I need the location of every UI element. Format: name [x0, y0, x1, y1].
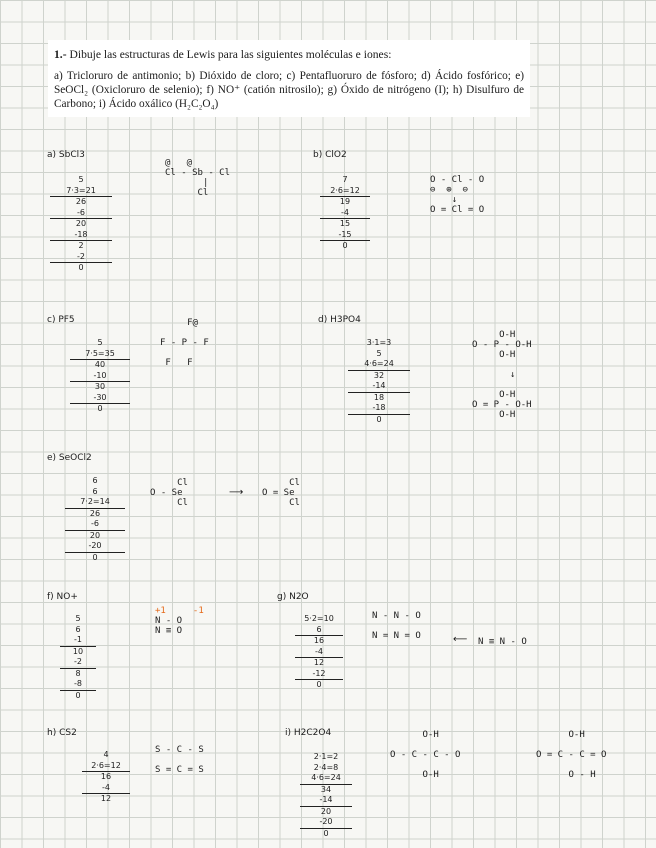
lewis-i2: O-H O = C - C = O O - H [536, 730, 607, 780]
calc-f: 5 6 -1 10 -2 8 -8 0 [60, 614, 96, 701]
lewis-e2: Cl O = Se Cl [262, 478, 300, 508]
lewis-g3: N ≡ N - O [478, 637, 527, 647]
label-a: a) SbCl3 [47, 150, 85, 160]
calc-i: 2·1=2 2·4=8 4·6=24 34 -14 20 -20 0 [300, 752, 352, 839]
lewis-f: +1 -1 N - O N ≡ O [155, 606, 204, 636]
calc-e: 6 6 7·2=14 26 -6 20 -20 0 [65, 476, 125, 563]
lewis-c: F@ F - P - F F F [160, 318, 209, 368]
problem-body: a) Tricloruro de antimonio; b) Dióxido de cloro; c) Pentafluoruro de fósforo; d) Ácido fosfórico; e) SeOCl₂ (Oxicloruro de selenio); f) NO⁺ (catión nitrosilo); g) Óxido de nitrógeno (I); h) Disulfuro de Carbono; i) Ácido oxálico (H₂C₂O₄) [54, 69, 524, 111]
calc-b: 7 2·6=12 19 -4 15 -15 0 [320, 175, 370, 252]
lewis-i1: O-H O - C - C - O O-H [390, 730, 461, 780]
resonance-arrow-g: ⟵ [453, 634, 468, 645]
lewis-e1: Cl O - Se Cl [150, 478, 188, 508]
calc-d: 3·1=3 5 4·6=24 32 -14 18 -18 0 [348, 338, 410, 425]
calc-a: 5 7·3=21 26 -6 20 -18 2 -2 0 [50, 175, 112, 274]
calc-h: 4 2·6=12 16 -4 12 [82, 750, 130, 805]
problem-title: 1.- Dibuje las estructuras de Lewis para las siguientes moléculas e iones: [54, 48, 392, 61]
label-h: h) CS2 [47, 728, 77, 738]
resonance-arrow-e: ⟶ [229, 487, 244, 498]
problem-statement [48, 40, 530, 117]
label-e: e) SeOCl2 [47, 453, 92, 463]
lewis-b: O - Cl - O ⊖ ⊕ ⊖ ↓ O = Cl = O [430, 175, 485, 215]
label-i: i) H2C2O4 [285, 728, 332, 738]
lewis-g: N - N - O N = N = O [372, 611, 421, 641]
label-f: f) NO+ [47, 592, 78, 602]
label-d: d) H3PO4 [318, 315, 361, 325]
lewis-a: @ @ Cl - Sb - Cl | Cl [165, 158, 231, 198]
label-b: b) ClO2 [313, 150, 347, 160]
calc-g: 5·2=10 6 16 -4 12 -12 0 [295, 614, 343, 691]
calc-c: 5 7·5=35 40 -10 30 -30 0 [70, 338, 130, 415]
lewis-h: S - C - S S = C = S [155, 745, 204, 775]
lewis-d: O-H O - P - O-H O-H ↓ O-H O = P - O-H O-H [472, 330, 532, 420]
label-c: c) PF5 [47, 315, 75, 325]
label-g: g) N2O [277, 592, 309, 602]
